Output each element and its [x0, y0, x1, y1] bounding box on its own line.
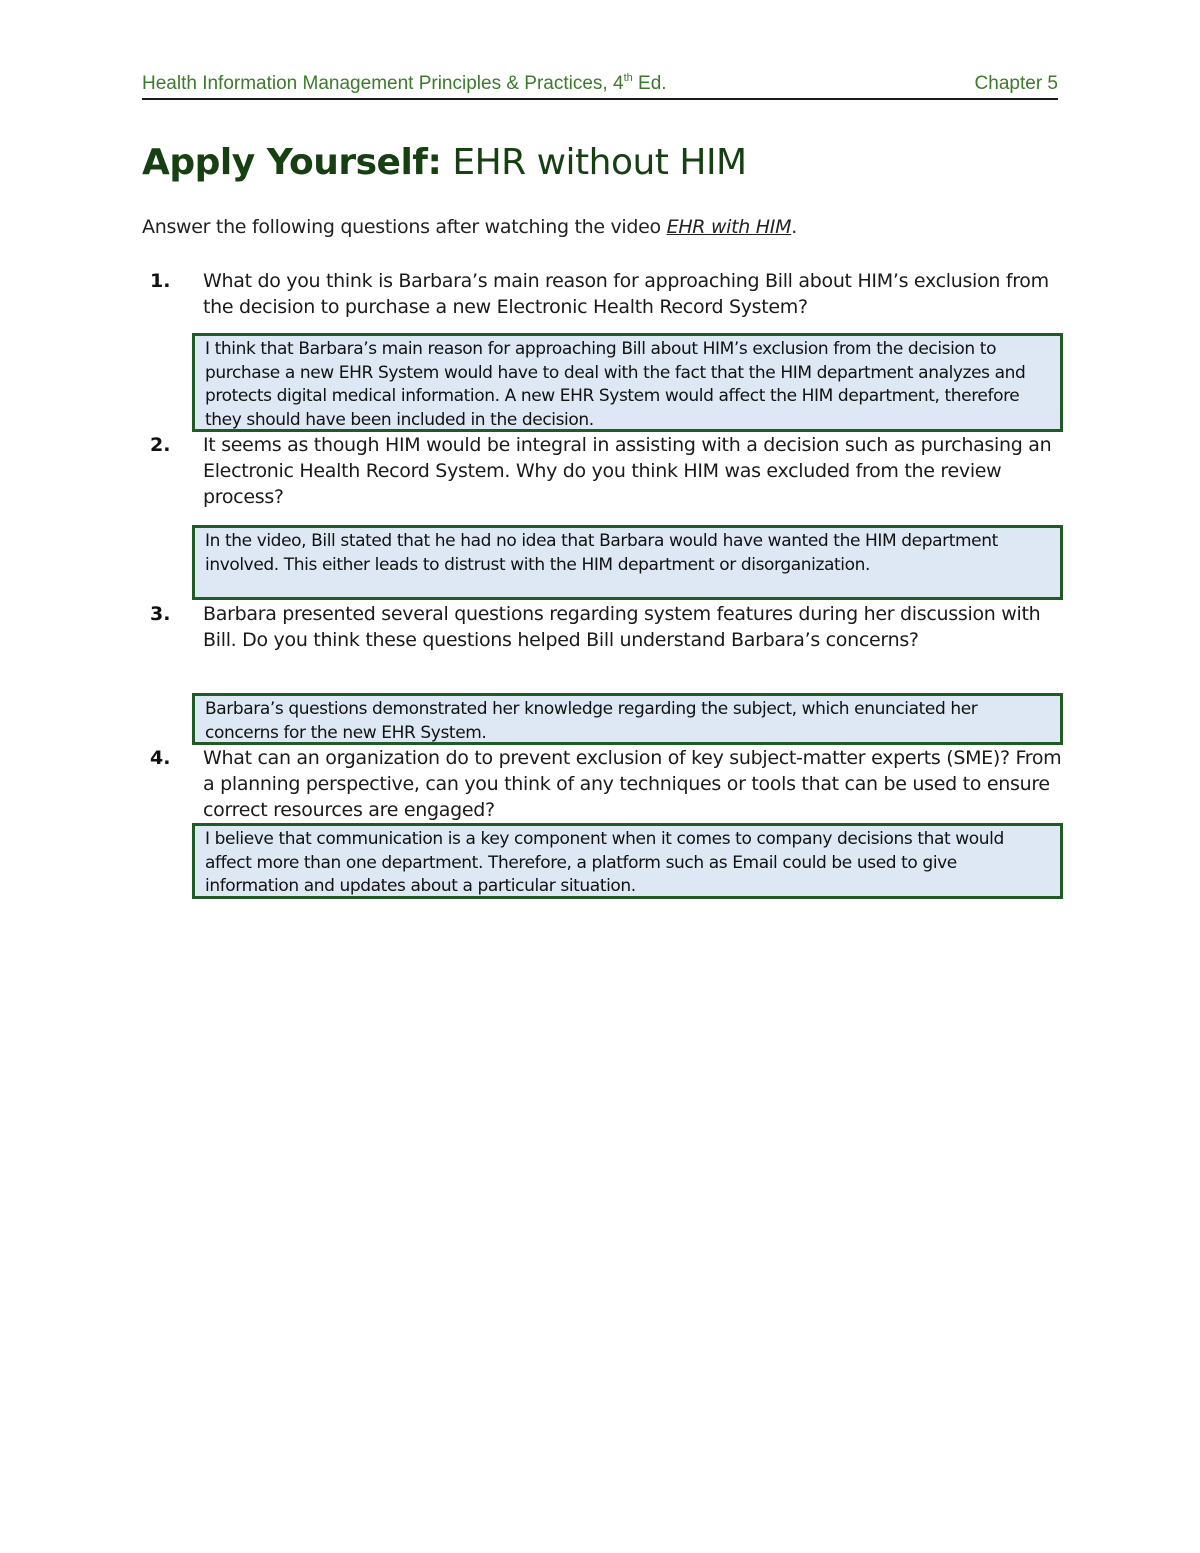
question-text: What do you think is Barbara’s main reason for approaching Bill about HIM’s exclusion from the decision to purchase a new Electronic Health Record System?	[203, 270, 1049, 318]
question-text: It seems as though HIM would be integral in assisting with a decision such as purchasing an Electronic Health Record System. Why do you think HIM was excluded from the review process?	[203, 434, 1052, 508]
question-number: 2.	[150, 434, 171, 456]
book-title	[142, 72, 667, 96]
instructions-end: .	[791, 216, 797, 238]
question-number: 3.	[150, 603, 171, 625]
question-number: 1.	[150, 270, 171, 292]
instructions	[142, 214, 797, 240]
chapter-label: Chapter 5	[974, 73, 1058, 94]
edition-suffix: Ed.	[632, 73, 667, 94]
page-title	[142, 140, 747, 186]
page-header	[142, 72, 1058, 100]
answer-box[interactable]: I think that Barbara’s main reason for approaching Bill about HIM’s exclusion from the decision to purchase a new EHR System would have to deal with the fact that the HIM department analyzes and protects digital medical information. A new EHR System would affect the HIM department, therefore they should have been included in the decision.	[192, 333, 1063, 432]
instructions-text: Answer the following questions after watching the video	[142, 216, 667, 238]
answer-box[interactable]: Barbara’s questions demonstrated her knowledge regarding the subject, which enunciated her concerns for the new EHR System.	[192, 693, 1063, 745]
question-text: What can an organization do to prevent exclusion of key subject-matter experts (SME)? From a planning perspective, can you think of any techniques or tools that can be used to ensure correct resources are engaged?	[203, 747, 1062, 821]
title-bold: Apply Yourself:	[142, 142, 442, 183]
answer-box[interactable]: In the video, Bill stated that he had no idea that Barbara would have wanted the HIM department involved. This either leads to distrust with the HIM department or disorganization.	[192, 525, 1063, 600]
book-title-text: Health Information Management Principles & Practices, 4	[142, 73, 624, 94]
video-link[interactable]: EHR with HIM	[666, 216, 792, 238]
question-text: Barbara presented several questions regarding system features during her discussion with Bill. Do you think these questions helped Bill understand Barbara’s concerns?	[203, 603, 1041, 651]
edition-superscript: th	[623, 72, 633, 84]
question-number: 4.	[150, 747, 171, 769]
title-rest: EHR without HIM	[441, 142, 747, 183]
answer-box[interactable]: I believe that communication is a key component when it comes to company decisions that would affect more than one department. Therefore, a platform such as Email could be used to give information and updates about a particular situation.	[192, 823, 1063, 899]
